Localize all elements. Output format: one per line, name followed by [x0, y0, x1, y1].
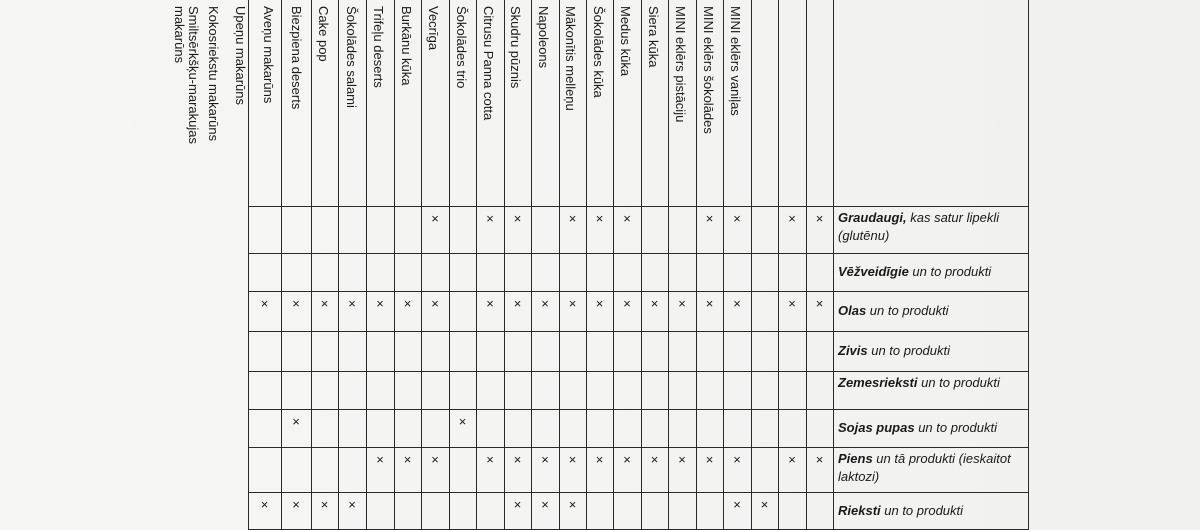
allergen-description: un to produkti	[867, 343, 951, 358]
allergen-mark: ×	[705, 452, 714, 467]
product-name: Cake pop	[316, 6, 331, 62]
product-name: Vecrīga	[426, 6, 441, 51]
allergen-mark: ×	[595, 296, 604, 311]
allergen-mark: ×	[376, 296, 384, 311]
product-header	[728, 6, 833, 202]
product-name: Burkānu kūka	[399, 6, 414, 86]
allergen-name: Sojas pupas	[838, 420, 915, 435]
allergen-mark: ×	[788, 211, 796, 226]
allergen-name: Olas	[838, 303, 867, 318]
product-name: Mākonītis melleņu	[563, 6, 578, 111]
allergen-name: Rieksti	[838, 502, 881, 518]
allergen-mark: ×	[320, 296, 329, 311]
allergen-mark: ×	[705, 211, 714, 226]
allergen-mark: ×	[403, 296, 412, 311]
product-name: Šokolādes trio	[454, 6, 469, 89]
product-name: Upeņu makarūns	[233, 6, 248, 105]
allergen-mark: ×	[733, 296, 741, 311]
allergen-mark: ×	[486, 211, 494, 226]
allergen-mark: ×	[513, 296, 522, 311]
allergen-mark: ×	[568, 296, 577, 311]
table-hline	[248, 447, 1029, 448]
product-name: Biezpiena deserts	[289, 6, 304, 110]
allergen-label	[838, 302, 1028, 320]
allergen-mark: ×	[431, 296, 439, 311]
allergen-mark: ×	[650, 296, 659, 311]
allergen-mark: ×	[788, 296, 796, 311]
allergen-mark: ×	[513, 452, 522, 467]
product-name: Citrusu Panna cotta	[481, 6, 496, 121]
product-name: MINI eklērs pistāciju	[673, 6, 688, 123]
allergen-mark: ×	[595, 211, 604, 226]
allergen-mark: ×	[568, 211, 577, 226]
allergen-mark: ×	[733, 497, 741, 512]
allergen-description: un to produkti	[914, 420, 997, 435]
allergen-description: un to produkti	[908, 264, 992, 279]
allergen-name: Piens	[838, 451, 873, 466]
allergen-mark: ×	[260, 497, 269, 512]
allergen-mark: ×	[403, 452, 412, 467]
product-name: Kokosriekstu makarūns	[206, 6, 221, 142]
allergen-mark: ×	[705, 296, 714, 311]
allergen-name: Graudaugi,	[838, 210, 907, 225]
allergen-mark: ×	[623, 211, 631, 226]
allergen-label	[838, 342, 1028, 360]
allergen-mark: ×	[431, 452, 439, 467]
table-vline	[1028, 0, 1029, 529]
allergen-name: Vēžveidīgie	[838, 264, 909, 279]
allergen-mark: ×	[541, 497, 549, 512]
table-hline	[248, 409, 1029, 410]
allergen-mark: ×	[541, 296, 549, 311]
product-name: MINI eklērs šokolādes	[701, 6, 716, 134]
allergen-mark: ×	[431, 211, 439, 226]
product-name: Napoleons	[536, 6, 551, 69]
allergen-mark: ×	[623, 452, 631, 467]
allergen-description: un to produkti	[866, 303, 949, 318]
allergen-mark: ×	[733, 211, 741, 226]
allergen-mark: ×	[815, 211, 824, 226]
product-name: Aveņu makarūns	[261, 6, 276, 104]
allergen-mark: ×	[568, 452, 577, 467]
allergen-label	[838, 374, 1028, 392]
allergen-label	[838, 450, 1028, 486]
table-hline	[248, 371, 1029, 372]
allergen-mark: ×	[348, 296, 356, 311]
allergen-mark: ×	[678, 296, 686, 311]
table-hline	[248, 253, 1029, 254]
product-name: Medus kūka	[618, 6, 633, 77]
product-name: Šokolādes salami	[344, 6, 359, 108]
allergen-mark: ×	[486, 296, 494, 311]
allergen-mark: ×	[541, 452, 549, 467]
allergen-mark: ×	[348, 497, 356, 512]
allergen-mark: ×	[320, 497, 329, 512]
allergen-mark: ×	[513, 497, 522, 512]
product-name: MINI eklērs vaniļas	[728, 6, 743, 116]
allergen-mark: ×	[815, 452, 824, 467]
table-hline	[248, 206, 1029, 207]
allergen-mark: ×	[760, 497, 769, 512]
allergen-label	[838, 209, 1028, 245]
product-name: Šokolādes kūka	[591, 6, 606, 98]
product-name: Trifeļu deserts	[371, 6, 386, 88]
table-vline	[833, 0, 834, 529]
table-hline	[248, 291, 1029, 292]
allergen-description: un tā produkti (ieskaitot laktozi)	[838, 451, 1011, 484]
allergen-label	[838, 263, 1028, 281]
allergen-description: un to produkti	[880, 502, 964, 518]
product-name: Skudru pūznis	[508, 6, 523, 89]
allergen-mark: ×	[292, 296, 300, 311]
allergen-mark: ×	[513, 211, 522, 226]
allergen-label	[838, 502, 1028, 520]
allergen-name: Zemesrieksti	[838, 375, 918, 390]
product-name: Siera kūka	[646, 6, 661, 68]
allergen-mark: ×	[623, 296, 631, 311]
allergen-mark: ×	[292, 414, 300, 429]
allergen-description: un to produkti	[917, 375, 1000, 390]
table-hline	[248, 331, 1029, 332]
allergen-description: kas satur lipekli (glutēnu)	[838, 210, 1000, 243]
allergen-mark: ×	[458, 414, 467, 429]
allergen-label	[838, 419, 1028, 437]
allergen-mark: ×	[260, 296, 269, 311]
allergen-mark: ×	[595, 452, 604, 467]
allergen-mark: ×	[788, 452, 796, 467]
allergen-name: Zivis	[838, 343, 868, 358]
allergen-mark: ×	[486, 452, 494, 467]
table-hline	[248, 492, 1029, 493]
allergen-mark: ×	[678, 452, 686, 467]
allergen-mark: ×	[292, 497, 300, 512]
allergen-mark: ×	[376, 452, 384, 467]
allergen-mark: ×	[733, 452, 741, 467]
allergen-mark: ×	[568, 497, 577, 512]
allergen-mark: ×	[815, 296, 824, 311]
product-name: Smiltsērkšķu-marakujas makarūns	[171, 6, 201, 144]
allergen-mark: ×	[650, 452, 659, 467]
